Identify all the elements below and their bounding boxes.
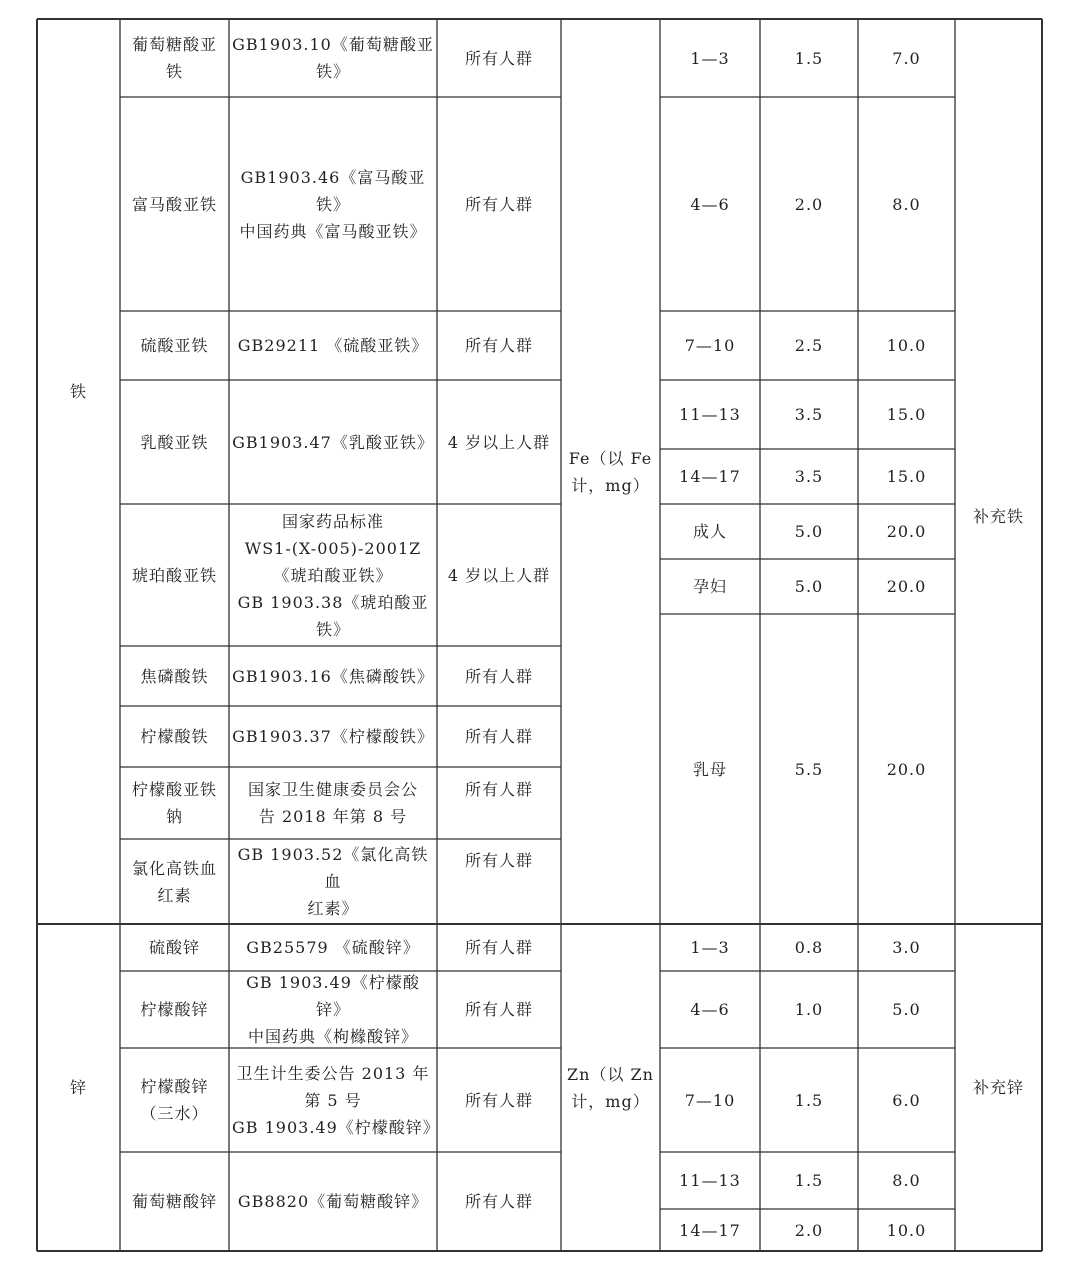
zinc-compound-name: 柠檬酸锌 <box>140 1000 209 1019</box>
iron-level-max: 7.0 <box>892 48 921 68</box>
iron-compound-name: 氯化高铁血 红素 <box>131 858 217 905</box>
zinc-compound-standard: GB 1903.49《柠檬酸锌》 中国药典《枸橼酸锌》 <box>246 973 420 1046</box>
zinc-compound-standard: GB8820《葡萄糖酸锌》 <box>237 1192 429 1211</box>
iron-compound-standard: GB1903.10《葡萄糖酸亚 铁》 <box>232 35 434 81</box>
iron-compound-population: 4 岁以上人群 <box>447 565 551 585</box>
zinc-level-min: 1.5 <box>794 1171 824 1190</box>
iron-compound-name: 焦磷酸铁 <box>140 666 209 686</box>
zinc-level-age: 11—13 <box>679 1171 741 1190</box>
iron-compound-name: 富马酸亚铁 <box>131 194 217 214</box>
zinc-level-max: 8.0 <box>892 1171 921 1190</box>
iron-compound-standard: GB1903.46《富马酸亚铁》 中国药典《富马酸亚铁》 <box>239 167 427 241</box>
iron-compound-population: 所有人群 <box>464 194 533 214</box>
zinc-compound-standard: 卫生计生委公告 2013 年 第 5 号 GB 1903.49《柠檬酸锌》 <box>232 1063 440 1137</box>
zinc-unit-label: Zn（以 Zn 计，mg） <box>567 1064 654 1111</box>
iron-compound-standard: GB29211 《硫酸亚铁》 <box>237 336 429 355</box>
iron-level-max: 15.0 <box>886 467 927 486</box>
iron-level-min: 5.5 <box>794 759 824 779</box>
zinc-level-min: 1.5 <box>794 1090 824 1110</box>
iron-compound-name: 琥珀酸亚铁 <box>131 565 217 585</box>
zinc-level-max: 5.0 <box>892 1000 921 1019</box>
iron-level-age: 乳母 <box>692 759 727 779</box>
iron-level-min: 3.5 <box>794 467 824 486</box>
iron-unit-label: Fe（以 Fe 计，mg） <box>568 448 653 495</box>
iron-compound-standard: GB 1903.52《氯化高铁血 红素》 <box>237 845 429 918</box>
zinc-compound-population: 所有人群 <box>464 1090 533 1110</box>
iron-level-min: 2.0 <box>794 194 824 214</box>
zinc-level-age: 4—6 <box>690 1000 730 1019</box>
iron-level-age: 14—17 <box>679 467 741 486</box>
zinc-level-age: 1—3 <box>690 938 730 957</box>
zinc-compound-population: 所有人群 <box>464 1192 533 1211</box>
iron-compound-population: 所有人群 <box>464 666 533 686</box>
zinc-compound-name: 硫酸锌 <box>148 938 200 957</box>
zinc-level-age: 7—10 <box>684 1090 736 1110</box>
iron-compound-name: 柠檬酸亚铁 钠 <box>131 780 217 826</box>
iron-level-min: 5.0 <box>794 577 824 596</box>
iron-compound-name: 葡萄糖酸亚 铁 <box>131 35 217 81</box>
zinc-compound-population: 所有人群 <box>464 938 533 957</box>
iron-compound-standard: GB1903.47《乳酸亚铁》 <box>232 432 434 452</box>
iron-level-age: 7—10 <box>684 336 736 355</box>
iron-compound-population: 所有人群 <box>464 851 533 870</box>
iron-compound-standard: 国家药品标准 WS1-(X-005)-2001Z 《琥珀酸亚铁》 GB 1903.38《琥珀酸亚 铁》 <box>237 511 429 639</box>
iron-level-age: 孕妇 <box>692 577 727 596</box>
zinc-level-max: 3.0 <box>892 938 921 957</box>
zinc-compound-standard: GB25579 《硫酸锌》 <box>246 938 420 957</box>
zinc-compound-name: 柠檬酸锌 （三水） <box>140 1077 209 1123</box>
iron-element-label: 铁 <box>69 382 87 401</box>
iron-compound-standard: GB1903.37《柠檬酸铁》 <box>232 727 434 746</box>
iron-level-min: 3.5 <box>794 405 824 424</box>
zinc-compound-population: 所有人群 <box>464 1000 533 1019</box>
zinc-level-max: 10.0 <box>886 1220 927 1240</box>
iron-compound-standard: 国家卫生健康委员会公 告 2018 年第 8 号 <box>247 780 418 826</box>
zinc-level-max: 6.0 <box>892 1090 921 1110</box>
iron-compound-standard: GB1903.16《焦磷酸铁》 <box>232 666 434 686</box>
iron-level-max: 20.0 <box>886 522 927 541</box>
iron-compound-population: 所有人群 <box>464 48 533 68</box>
iron-compound-population: 4 岁以上人群 <box>447 432 551 452</box>
iron-level-max: 8.0 <box>892 194 921 214</box>
iron-compound-population: 所有人群 <box>464 727 533 746</box>
iron-level-age: 4—6 <box>690 194 730 214</box>
zinc-level-min: 1.0 <box>794 1000 824 1019</box>
iron-level-min: 1.5 <box>794 48 824 68</box>
iron-compound-population: 所有人群 <box>464 780 533 799</box>
zinc-level-min: 2.0 <box>794 1220 824 1240</box>
zinc-function-label: 补充锌 <box>972 1078 1024 1097</box>
iron-level-age: 11—13 <box>679 405 741 424</box>
iron-compound-name: 硫酸亚铁 <box>140 336 209 355</box>
iron-level-min: 2.5 <box>794 336 824 355</box>
zinc-level-age: 14—17 <box>679 1220 741 1240</box>
iron-level-max: 20.0 <box>886 759 927 779</box>
zinc-compound-name: 葡萄糖酸锌 <box>131 1192 217 1211</box>
zinc-level-min: 0.8 <box>794 938 824 957</box>
iron-level-age: 1—3 <box>690 48 730 68</box>
iron-compound-name: 柠檬酸铁 <box>140 727 209 746</box>
zinc-element-label: 锌 <box>69 1078 87 1097</box>
iron-level-min: 5.0 <box>794 522 824 541</box>
iron-compound-population: 所有人群 <box>464 336 533 355</box>
iron-level-max: 10.0 <box>886 336 927 355</box>
iron-level-max: 15.0 <box>886 405 927 424</box>
iron-level-age: 成人 <box>692 522 727 541</box>
iron-function-label: 补充铁 <box>972 507 1024 526</box>
iron-level-max: 20.0 <box>886 577 927 596</box>
iron-compound-name: 乳酸亚铁 <box>140 432 209 452</box>
